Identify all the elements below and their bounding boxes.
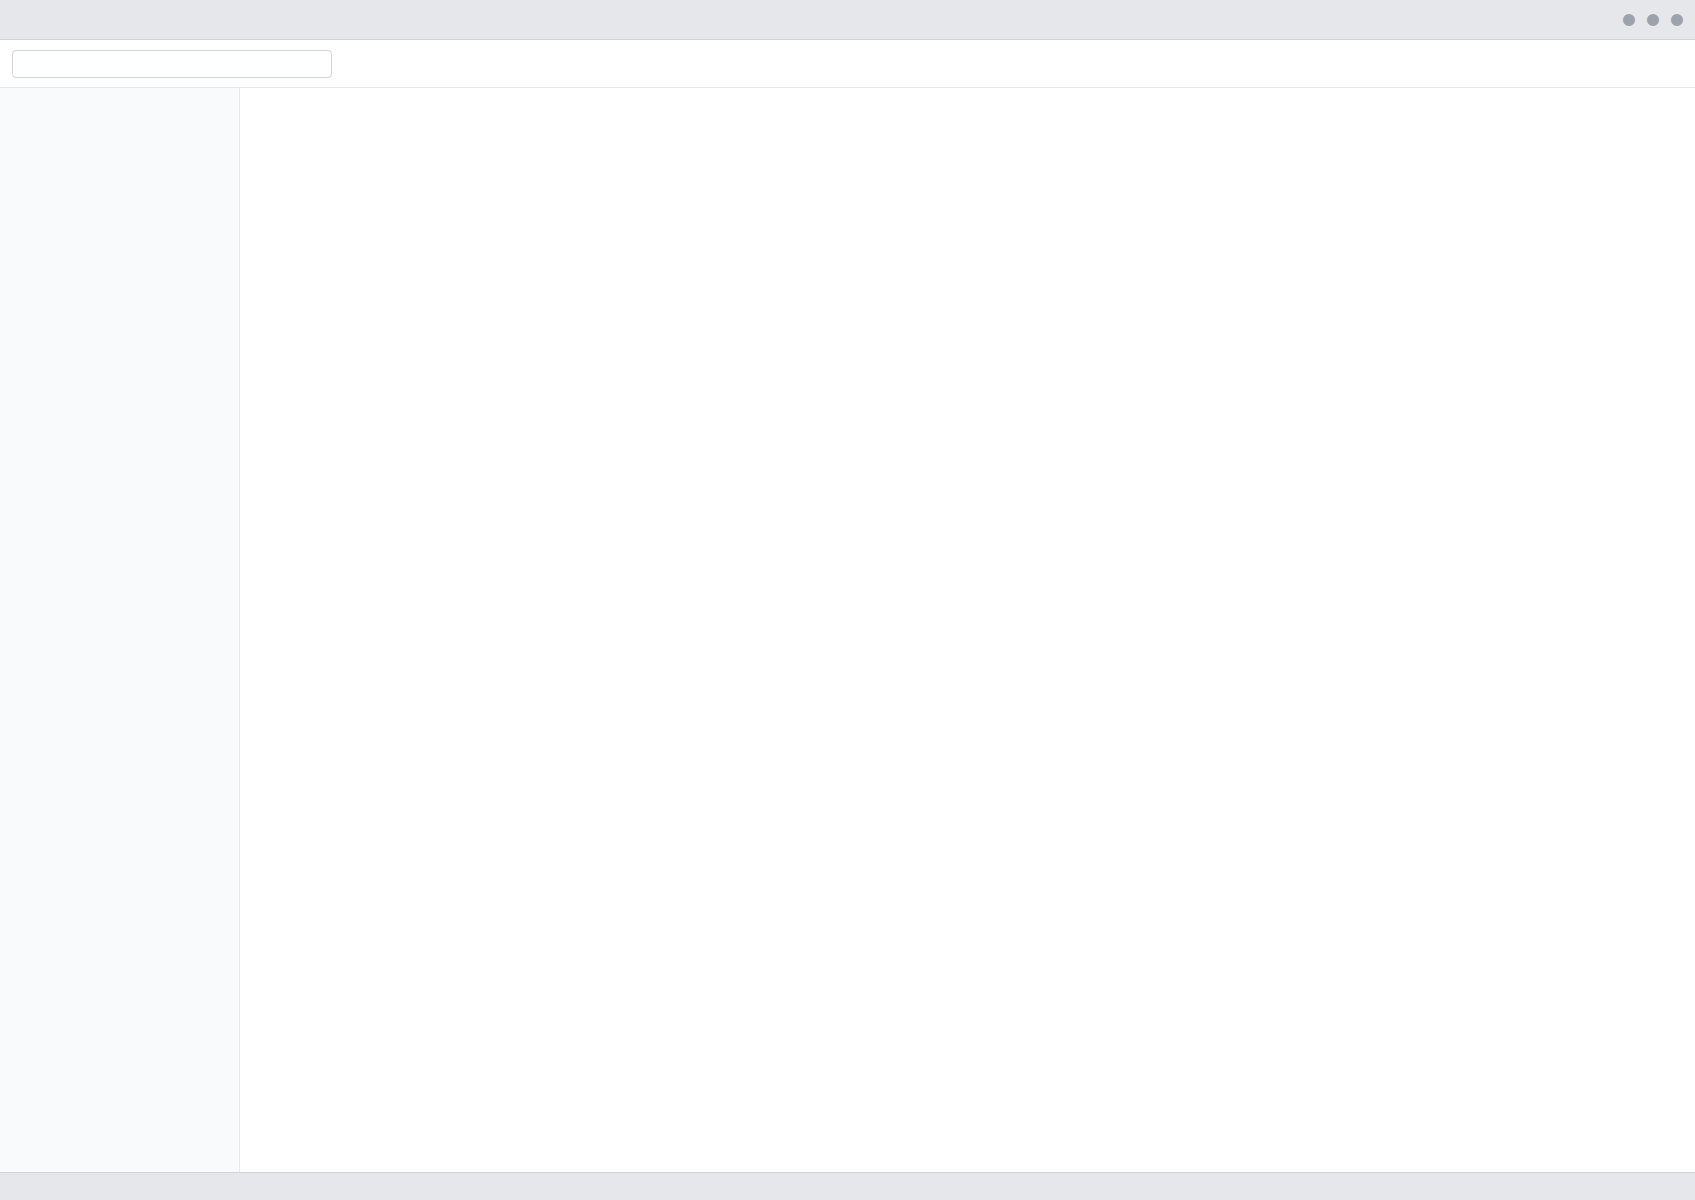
sidebar — [0, 88, 240, 1172]
search-input[interactable] — [12, 50, 332, 78]
minimize-button[interactable] — [1623, 14, 1635, 26]
status-bar — [0, 1172, 1695, 1200]
title-bar — [0, 0, 1695, 40]
toolbar — [0, 40, 1695, 88]
main-content — [240, 88, 1695, 1172]
maximize-button[interactable] — [1647, 14, 1659, 26]
close-button[interactable] — [1671, 14, 1683, 26]
app-body — [0, 88, 1695, 1172]
